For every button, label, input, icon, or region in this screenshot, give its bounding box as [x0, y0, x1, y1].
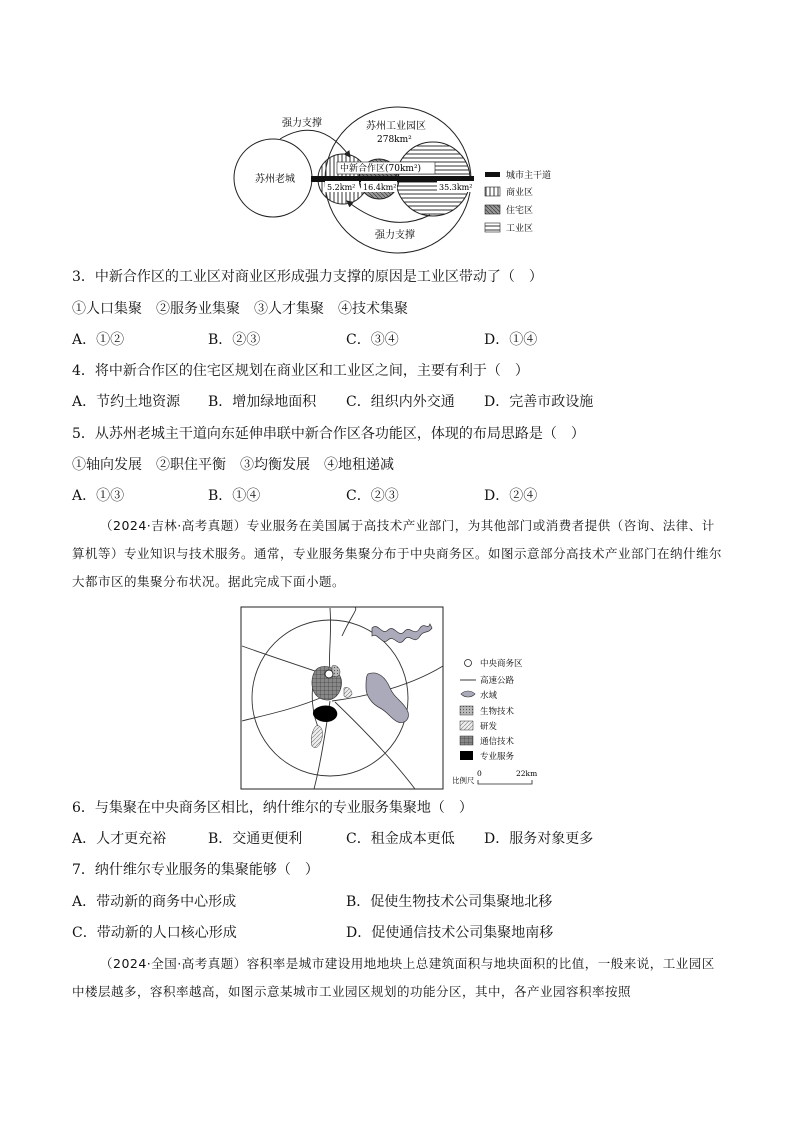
- q6-option-a[interactable]: A．人才更充裕: [72, 831, 167, 847]
- q5-stem: 5．从苏州老城主干道向东延伸串联中新合作区各功能区，体现的布局思路是（ ）: [72, 426, 585, 442]
- q4-option-d[interactable]: D．完善市政设施: [484, 394, 594, 410]
- svg-text:生物技术: 生物技术: [480, 707, 515, 717]
- park-name: 苏州工业园区: [366, 121, 426, 132]
- map-scale: [452, 769, 537, 785]
- q6-option-c[interactable]: C．租金成本更低: [346, 831, 455, 847]
- q5-option-b[interactable]: B．①④: [208, 488, 261, 504]
- q7-option-a[interactable]: A．带动新的商务中心形成: [72, 894, 237, 910]
- passage-industrial-park: （2024·全国·高考真题）容积率是城市建设用地地块上总建筑面积与地块面积的比值，一般来说，工业园区中楼层越多，容积率越高，如图示意某城市工业园区规划的功能分区，其中，各产业园容积率按照: [72, 956, 715, 999]
- q7-option-c[interactable]: C．带动新的人口核心形成: [72, 925, 237, 941]
- q6-stem: 6．与集聚在中央商务区相比，纳什维尔的专业服务集聚地（ ）: [72, 800, 473, 816]
- svg-text:中央商务区: 中央商务区: [480, 659, 523, 669]
- svg-text:比例尺: 比例尺: [452, 776, 475, 785]
- figure2-legend: [460, 658, 523, 762]
- zone-title: 中新合作区(70km²): [340, 164, 422, 174]
- q3-option-d[interactable]: D．①④: [484, 332, 538, 348]
- svg-text:水域: 水域: [480, 691, 498, 701]
- figure-suzhou-park: [225, 105, 585, 255]
- q5-option-a[interactable]: A．①③: [72, 488, 125, 504]
- q5-items: ①轴向发展 ②职住平衡 ③均衡发展 ④地租递减: [72, 457, 394, 473]
- q3-stem: 3．中新合作区的工业区对商业区形成强力支撑的原因是工业区带动了（ ）: [72, 269, 543, 285]
- svg-text:22km: 22km: [516, 769, 538, 778]
- q6-option-b[interactable]: B．交通更便利: [208, 831, 303, 847]
- q3-option-a[interactable]: A．①②: [72, 332, 125, 348]
- support-label-top: 强力支撑: [282, 118, 322, 129]
- svg-text:研发: 研发: [480, 722, 498, 732]
- q3-items: ①人口集聚 ②服务业集聚 ③人才集聚 ④技术集聚: [72, 301, 408, 317]
- q5-option-c[interactable]: C．②③: [346, 488, 399, 504]
- q3-option-c[interactable]: C．③④: [346, 332, 399, 348]
- old-city-label: 苏州老城: [255, 174, 295, 185]
- q4-option-a[interactable]: A．节约土地资源: [72, 394, 181, 410]
- q6-option-d[interactable]: D．服务对象更多: [484, 831, 594, 847]
- suzhou-park-diagram: [225, 105, 585, 255]
- q4-stem: 4．将中新合作区的住宅区规划在商业区和工业区之间，主要有利于（ ）: [72, 363, 529, 379]
- svg-text:工业区: 工业区: [506, 224, 534, 234]
- commercial-area: 5.2km²: [327, 183, 356, 192]
- industrial-area: 35.3km²: [439, 183, 473, 192]
- svg-text:城市主干道: 城市主干道: [506, 171, 552, 181]
- support-label-bottom: 强力支撑: [375, 230, 415, 241]
- q7-option-b[interactable]: B．促使生物技术公司集聚地北移: [346, 894, 553, 910]
- figure-nashville-map: [240, 606, 560, 790]
- svg-text:住宅区: 住宅区: [506, 206, 534, 216]
- q7-stem: 7．纳什维尔专业服务的集聚能够（ ）: [72, 862, 319, 878]
- q7-option-d[interactable]: D．促使通信技术公司集聚地南移: [346, 925, 554, 941]
- nashville-map: [240, 606, 560, 790]
- passage-nashville: （2024·吉林·高考真题）专业服务在美国属于高技术产业部门，为其他部门或消费者提供（咨询、法律、计算机等）专业知识与技术服务。通常，专业服务集聚分布于中央商务区。如图示意部分高技术产业部门在纳什维尔大都市区的集聚分布状况。据此完成下面小题。: [72, 518, 723, 589]
- svg-text:高速公路: 高速公路: [480, 676, 515, 686]
- q3-option-b[interactable]: B．②③: [208, 332, 261, 348]
- svg-text:0: 0: [477, 769, 482, 778]
- figure1-legend: [485, 169, 551, 234]
- residential-area: 16.4km²: [363, 183, 397, 192]
- cbd-marker: [325, 670, 333, 678]
- q4-option-c[interactable]: C．组织内外交通: [346, 394, 455, 410]
- svg-text:专业服务: 专业服务: [480, 752, 515, 762]
- q5-option-d[interactable]: D．②④: [484, 488, 538, 504]
- svg-text:商业区: 商业区: [506, 188, 534, 198]
- q4-option-b[interactable]: B．增加绿地面积: [208, 394, 317, 410]
- park-area: 278km²: [377, 135, 412, 145]
- svg-text:通信技术: 通信技术: [480, 737, 515, 747]
